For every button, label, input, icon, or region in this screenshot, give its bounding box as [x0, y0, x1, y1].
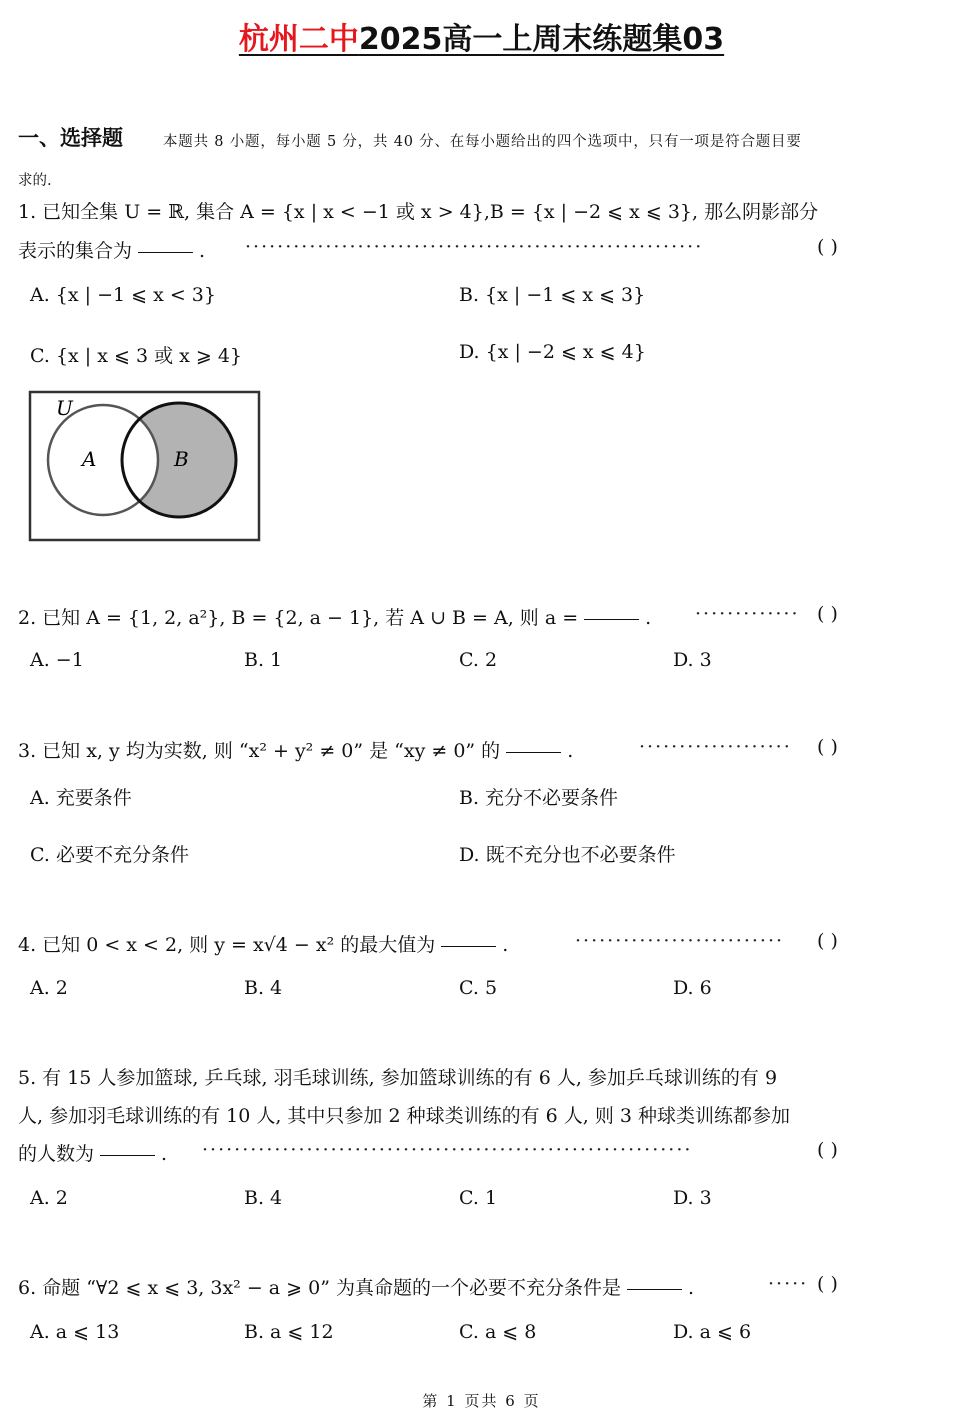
question-5-line2: 人, 参加羽毛球训练的有 10 人, 其中只参加 2 种球类训练的有 6 人, 则 3 种球类训练都参加	[18, 1105, 790, 1127]
question-5-option-c: C. 1	[459, 1187, 498, 1209]
question-5-line1: 5. 有 15 人参加篮球, 乒乓球, 羽毛球训练, 参加篮球训练的有 6 人, 参加乒乓球训练的有 9	[18, 1067, 778, 1089]
leader-dots: ···················	[639, 736, 792, 758]
question-5-line3: 的人数为 .	[18, 1143, 168, 1165]
answer-blank	[627, 1288, 682, 1290]
question-4-option-b: B. 4	[244, 977, 283, 999]
question-6-line1: 6. 命题 “∀2 ⩽ x ⩽ 3, 3x² − a ⩾ 0” 为真命题的一个必要不充分条件是 .	[18, 1277, 694, 1299]
question-1-option-d: D. {x | −2 ⩽ x ⩽ 4}	[459, 341, 646, 363]
question-6-option-d: D. a ⩽ 6	[673, 1321, 752, 1343]
set-b-label: B	[174, 447, 189, 471]
question-4-option-a: A. 2	[30, 977, 68, 999]
question-5-option-b: B. 4	[244, 1187, 283, 1209]
answer-paren: ( )	[817, 736, 838, 758]
question-3-option-d: D. 既不充分也不必要条件	[459, 844, 676, 866]
answer-paren: ( )	[817, 1139, 838, 1161]
answer-blank	[100, 1154, 155, 1156]
answer-paren: ( )	[817, 603, 838, 625]
question-4-option-d: D. 6	[673, 977, 712, 999]
question-6-option-a: A. a ⩽ 13	[30, 1321, 120, 1343]
question-2-line1: 2. 已知 A = {1, 2, a²}, B = {2, a − 1}, 若 A ∪ B = A, 则 a = .	[18, 607, 652, 629]
question-3-option-a: A. 充要条件	[30, 787, 132, 809]
question-3-text: 3. 已知 x, y 均为实数, 则 “x² + y² ≠ 0” 是 “xy ≠ 0” 的	[18, 740, 501, 762]
question-5-text: 的人数为	[18, 1143, 95, 1165]
question-2-option-c: C. 2	[459, 649, 498, 671]
leader-dots: ·····························································	[202, 1139, 693, 1161]
question-2-option-b: B. 1	[244, 649, 283, 671]
question-4-line1: 4. 已知 0 < x < 2, 则 y = x√4 − x² 的最大值为 .	[18, 934, 509, 956]
answer-blank	[138, 251, 193, 253]
question-6-option-c: C. a ⩽ 8	[459, 1321, 537, 1343]
question-4-option-c: C. 5	[459, 977, 498, 999]
leader-dots: ·············	[695, 603, 800, 625]
answer-blank	[506, 751, 561, 753]
set-a-label: A	[82, 447, 97, 471]
question-1-option-c: C. {x | x ⩽ 3 或 x ⩾ 4}	[30, 345, 242, 367]
section-desc-line2: 求的.	[18, 173, 52, 189]
question-6-text: 6. 命题 “∀2 ⩽ x ⩽ 3, 3x² − a ⩾ 0” 为真命题的一个必要不充分条件是	[18, 1277, 621, 1299]
question-3-option-c: C. 必要不充分条件	[30, 844, 189, 866]
page-title	[0, 14, 963, 58]
question-2-option-d: D. 3	[673, 649, 712, 671]
question-1-text: 表示的集合为	[18, 240, 133, 262]
answer-paren: ( )	[817, 1273, 838, 1295]
question-1-option-b: B. {x | −1 ⩽ x ⩽ 3}	[459, 284, 646, 306]
leader-dots: ·····	[768, 1273, 809, 1295]
page-footer: 第 1 页共 6 页	[422, 1392, 541, 1410]
answer-paren: ( )	[817, 930, 838, 952]
question-5-option-d: D. 3	[673, 1187, 712, 1209]
question-3-line1: 3. 已知 x, y 均为实数, 则 “x² + y² ≠ 0” 是 “xy ≠ 0” 的 .	[18, 740, 574, 762]
question-1-line1: 1. 已知全集 U = ℝ, 集合 A = {x | x < −1 或 x > 4},B = {x | −2 ⩽ x ⩽ 3}, 那么阴影部分	[18, 201, 819, 223]
question-2-text: 2. 已知 A = {1, 2, a²}, B = {2, a − 1}, 若 A ∪ B = A, 则 a =	[18, 607, 579, 629]
question-1-option-a: A. {x | −1 ⩽ x < 3}	[30, 284, 216, 306]
answer-paren: ( )	[817, 236, 838, 258]
question-4-text: 4. 已知 0 < x < 2, 则 y = x√4 − x² 的最大值为	[18, 934, 436, 956]
answer-blank	[584, 618, 639, 620]
section-desc-line1: 本题共 8 小题，每小题 5 分，共 40 分、在每小题给出的四个选项中，只有一项是符合题目要	[163, 134, 802, 150]
leader-dots: ··························	[575, 930, 785, 952]
question-6-option-b: B. a ⩽ 12	[244, 1321, 334, 1343]
title-school: 杭州二中	[238, 22, 359, 57]
question-3-option-b: B. 充分不必要条件	[459, 787, 619, 809]
question-2-option-a: A. −1	[30, 649, 84, 671]
leader-dots: ·························································	[245, 236, 704, 258]
answer-blank	[441, 945, 496, 947]
universe-label: U	[56, 396, 73, 420]
venn-diagram	[26, 388, 264, 546]
title-main: 2025高一上周末练题集03	[358, 22, 725, 57]
section-heading: 一、选择题	[18, 126, 123, 150]
question-5-option-a: A. 2	[30, 1187, 68, 1209]
question-1-line2: 表示的集合为 .	[18, 240, 206, 262]
